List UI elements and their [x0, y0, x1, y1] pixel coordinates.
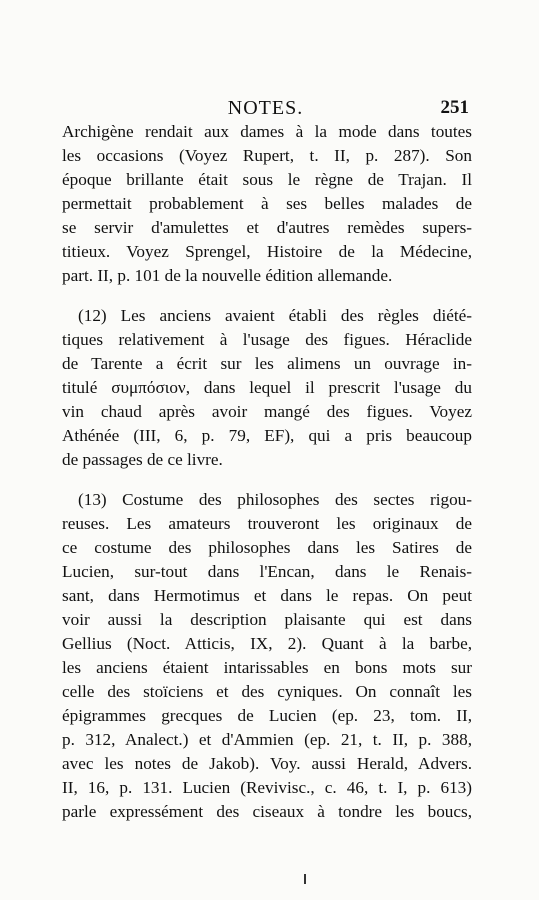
text-line: vin chaud après avoir mangé des figues. Voyez — [62, 402, 472, 421]
note-paragraph — [62, 120, 472, 288]
print-mark — [304, 874, 306, 884]
text-line: (12) Les anciens avaient établi des règles diété- — [78, 306, 472, 325]
text-line: permettait probablement à ses belles malades de — [62, 194, 472, 213]
notes-body — [62, 120, 472, 824]
text-line: p. 312, Analect.) et d'Ammien (ep. 21, t. II, p. 388, — [62, 730, 472, 749]
text-line: Gellius (Noct. Atticis, IX, 2). Quant à la barbe, — [62, 634, 472, 653]
text-line: part. II, p. 101 de la nouvelle édition allemande. — [62, 266, 393, 285]
note-paragraph-13 — [62, 488, 472, 824]
text-line: Lucien, sur-tout dans l'Encan, dans le Renais- — [62, 562, 472, 581]
text-line: ce costume des philosophes dans les Satires de — [62, 538, 472, 557]
text-line: reuses. Les amateurs trouveront les originaux de — [62, 514, 472, 533]
text-line: parle expressément des ciseaux à tondre les boucs, — [62, 802, 472, 821]
text-line: épigrammes grecques de Lucien (ep. 23, tom. II, — [62, 706, 472, 725]
text-line: Athénée (III, 6, p. 79, EF), qui a pris beaucoup — [62, 426, 472, 445]
text-line: titieux. Voyez Sprengel, Histoire de la Médecine, — [62, 242, 472, 261]
text-line: époque brillante était sous le règne de Trajan. Il — [62, 170, 472, 189]
text-line: de Tarente a écrit sur les alimens un ouvrage in- — [62, 354, 472, 373]
page-number: 251 — [440, 97, 469, 118]
text-line: se servir d'amulettes et d'autres remèdes supers- — [62, 218, 472, 237]
note-paragraph-12 — [62, 304, 472, 472]
text-line: les occasions (Voyez Rupert, t. II, p. 287). Son — [62, 146, 472, 165]
text-line: (13) Costume des philosophes des sectes rigou- — [78, 490, 472, 509]
text-line: avec les notes de Jakob). Voy. aussi Herald, Advers. — [62, 754, 472, 773]
text-line: II, 16, p. 131. Lucien (Revivisc., c. 46, t. I, p. 613) — [62, 778, 472, 797]
text-line: celle des stoïciens et des cyniques. On connaît les — [62, 682, 472, 701]
running-title: NOTES. — [227, 97, 304, 119]
text-line: sant, dans Hermotimus et dans le repas. On peut — [62, 586, 472, 605]
text-line: tiques relativement à l'usage des figues. Héraclide — [62, 330, 472, 349]
text-line: Archigène rendait aux dames à la mode dans toutes — [62, 122, 472, 141]
text-line: titulé συμπόσιον, dans lequel il prescrit l'usage du — [62, 378, 472, 397]
text-line: les anciens étaient intarissables en bons mots sur — [62, 658, 472, 677]
text-line: de passages de ce livre. — [62, 450, 223, 469]
page-header — [62, 96, 469, 120]
text-line: voir aussi la description plaisante qui est dans — [62, 610, 472, 629]
